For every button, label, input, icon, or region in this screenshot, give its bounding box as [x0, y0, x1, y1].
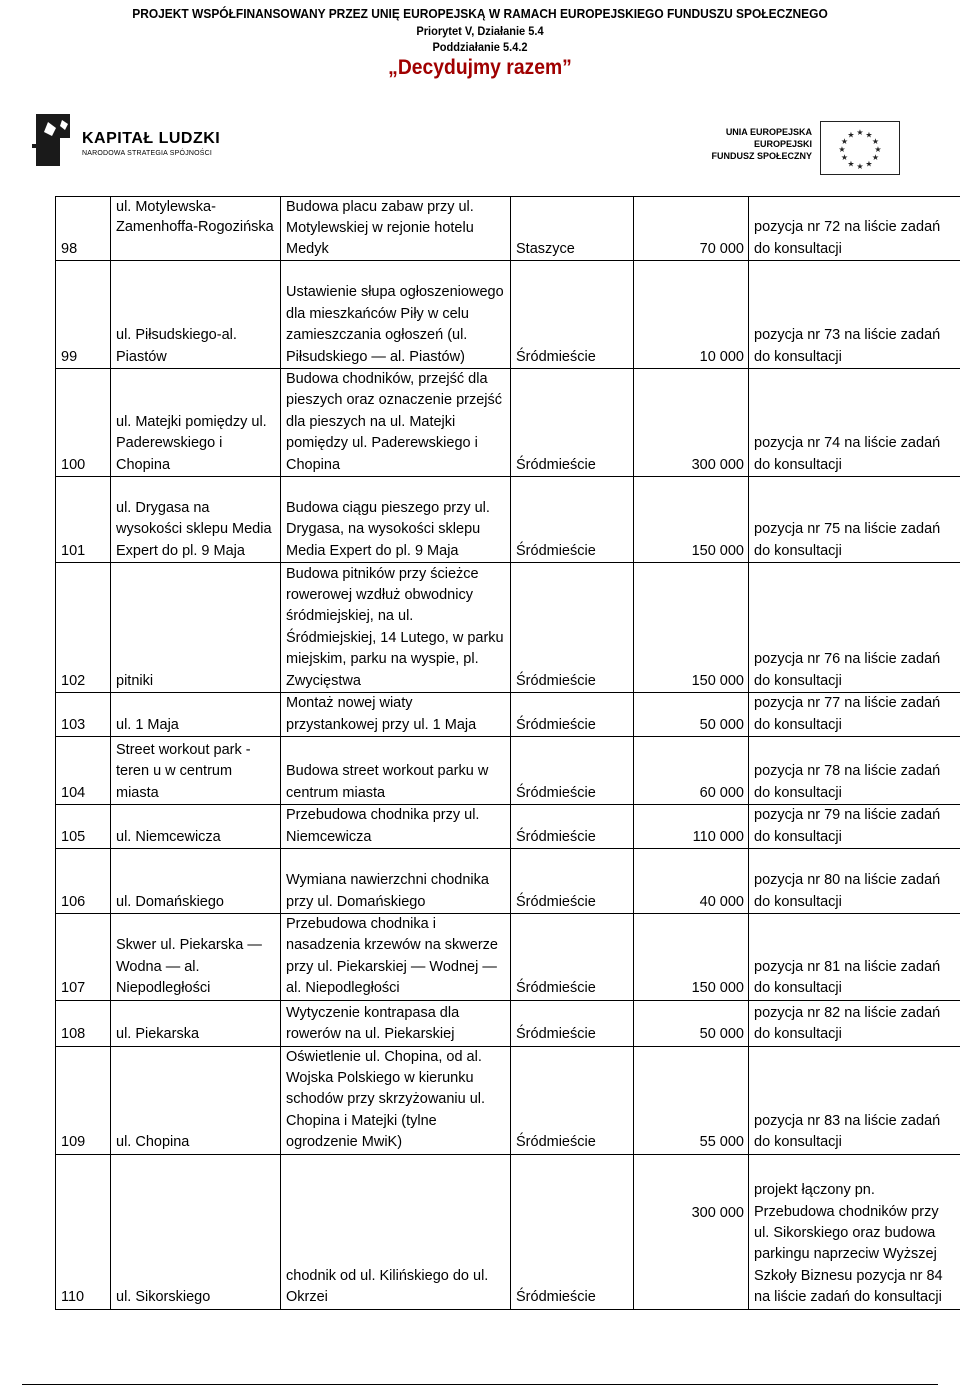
row-number: 105	[56, 805, 111, 849]
amount-cell: 150 000	[634, 477, 749, 563]
svg-text:★: ★	[865, 159, 873, 169]
note-cell: pozycja nr 80 na liście zadań do konsultacji	[749, 849, 960, 914]
table-row	[56, 197, 960, 261]
street-cell: ul. Piekarska	[111, 1000, 281, 1046]
description-cell: Ustawienie słupa ogłoszeniowego dla mieszkańców Piły w celu zamieszczania ogłoszeń (ul. Piłsudskiego — al. Piastów)	[281, 261, 511, 369]
kapital-ludzki-subtitle: NARODOWA STRATEGIA SPÓJNOŚCI	[82, 150, 213, 157]
amount-cell: 50 000	[634, 1000, 749, 1046]
svg-text:★: ★	[871, 153, 880, 162]
svg-text:★: ★	[847, 159, 855, 169]
street-cell: ul. Matejki pomiędzy ul. Paderewskiego i Chopina	[111, 369, 281, 477]
street-cell: ul. Drygasa na wysokości sklepu Media Expert do pl. 9 Maja	[111, 477, 281, 563]
description-cell: Montaż nowej wiaty przystankowej przy ul. 1 Maja	[281, 693, 511, 737]
table-row	[56, 849, 960, 914]
eu-stars-flag-icon	[820, 121, 900, 175]
table-row	[56, 261, 960, 369]
note-cell: pozycja nr 77 na liście zadań do konsultacji	[749, 693, 960, 737]
district-cell: Śródmieście	[511, 849, 634, 914]
amount-cell: 55 000	[634, 1046, 749, 1154]
street-cell: ul. Domańskiego	[111, 849, 281, 914]
svg-text:★: ★	[856, 162, 864, 171]
eu-logo-text	[706, 126, 812, 162]
row-number: 102	[56, 563, 111, 693]
amount-cell: 40 000	[634, 849, 749, 914]
table-row	[56, 563, 960, 693]
street-cell: ul. Sikorskiego	[111, 1154, 281, 1309]
svg-text:★: ★	[856, 128, 864, 137]
row-number: 99	[56, 261, 111, 369]
note-cell: pozycja nr 81 na liście zadań do konsultacji	[749, 914, 960, 1001]
description-cell: Wytyczenie kontrapasa dla rowerów na ul. Piekarskiej	[281, 1000, 511, 1046]
note-cell: pozycja nr 73 na liście zadań do konsultacji	[749, 261, 960, 369]
amount-cell: 10 000	[634, 261, 749, 369]
header-project-name: „Decydujmy razem”	[388, 56, 572, 79]
amount-cell: 50 000	[634, 693, 749, 737]
svg-text:★: ★	[838, 145, 846, 154]
table-row	[56, 369, 960, 477]
table-row	[56, 1046, 960, 1154]
street-cell: Skwer ul. Piekarska — Wodna — al. Niepodległości	[111, 914, 281, 1001]
description-cell: Przebudowa chodnika przy ul. Niemcewicza	[281, 805, 511, 849]
svg-text:★: ★	[840, 137, 849, 146]
eu-logo-line2: EUROPEJSKI	[753, 139, 812, 149]
footer-divider	[22, 1384, 938, 1385]
row-number: 101	[56, 477, 111, 563]
street-cell: pitniki	[111, 563, 281, 693]
table-row	[56, 1154, 960, 1309]
district-cell: Śródmieście	[511, 369, 634, 477]
street-cell: ul. Chopina	[111, 1046, 281, 1154]
svg-text:★: ★	[871, 137, 880, 146]
svg-text:★: ★	[865, 130, 873, 140]
table-row	[56, 1000, 960, 1046]
row-number: 106	[56, 849, 111, 914]
eu-logo-line1: UNIA EUROPEJSKA	[725, 127, 812, 137]
table-row	[56, 737, 960, 805]
district-cell: Śródmieście	[511, 693, 634, 737]
table-row	[56, 914, 960, 1001]
district-cell: Śródmieście	[511, 261, 634, 369]
amount-cell: 300 000	[634, 369, 749, 477]
row-number: 107	[56, 914, 111, 1001]
street-cell: ul. 1 Maja	[111, 693, 281, 737]
tasks-table	[55, 196, 960, 1310]
street-cell: ul. Piłsudskiego-al. Piastów	[111, 261, 281, 369]
note-cell: pozycja nr 74 na liście zadań do konsultacji	[749, 369, 960, 477]
row-number: 104	[56, 737, 111, 805]
svg-text:★: ★	[847, 130, 855, 140]
description-cell: Budowa street workout parku w centrum miasta	[281, 737, 511, 805]
district-cell: Staszyce	[511, 197, 634, 261]
tasks-table-body	[56, 197, 960, 1310]
district-cell: Śródmieście	[511, 1046, 634, 1154]
description-cell: Budowa pitników przy ścieżce rowerowej wzdłuż obwodnicy śródmiejskiej, na ul. Śródmiejskiej, 14 Lutego, w parku miejskim, parku na wyspie, pl. Zwycięstwa	[281, 563, 511, 693]
description-cell: Przebudowa chodnika i nasadzenia krzewów na skwerze przy ul. Piekarskiej — Wodnej — al. Niepodległości	[281, 914, 511, 1001]
note-cell: projekt łączony pn. Przebudowa chodników przy ul. Sikorskiego oraz budowa parkingu naprzeciw Wyższej Szkoły Biznesu pozycja nr 84 na liście zadań do konsultacji	[749, 1154, 960, 1309]
district-cell: Śródmieście	[511, 737, 634, 805]
amount-cell: 110 000	[634, 805, 749, 849]
note-cell: pozycja nr 72 na liście zadań do konsultacji	[749, 197, 960, 261]
row-number: 98	[56, 197, 111, 261]
note-cell: pozycja nr 83 na liście zadań do konsultacji	[749, 1046, 960, 1154]
kapital-ludzki-logo	[30, 110, 230, 174]
kapital-ludzki-title: KAPITAŁ LUDZKI	[82, 130, 221, 147]
kapital-ludzki-mark-icon	[30, 110, 74, 170]
note-cell: pozycja nr 76 na liście zadań do konsultacji	[749, 563, 960, 693]
amount-cell: 300 000	[634, 1154, 749, 1309]
table-row	[56, 477, 960, 563]
description-cell: chodnik od ul. Kilińskiego do ul. Okrzei	[281, 1154, 511, 1309]
district-cell: Śródmieście	[511, 805, 634, 849]
street-cell: ul. Niemcewicza	[111, 805, 281, 849]
row-number: 109	[56, 1046, 111, 1154]
street-cell: Street workout park - teren u w centrum miasta	[111, 737, 281, 805]
district-cell: Śródmieście	[511, 477, 634, 563]
table-row	[56, 693, 960, 737]
header-cofinancing: PROJEKT WSPÓŁFINANSOWANY PRZEZ UNIĘ EUROPEJSKĄ W RAMACH EUROPEJSKIEGO FUNDUSZU SPOŁECZNEGO	[132, 6, 828, 21]
note-cell: pozycja nr 75 na liście zadań do konsultacji	[749, 477, 960, 563]
amount-cell: 150 000	[634, 914, 749, 1001]
street-cell: ul. Motylewska-Zamenhoffa-Rogozińska	[111, 197, 281, 261]
district-cell: Śródmieście	[511, 1154, 634, 1309]
header-priority: Priorytet V, Działanie 5.4	[416, 24, 544, 38]
district-cell: Śródmieście	[511, 563, 634, 693]
svg-text:★: ★	[874, 145, 882, 154]
description-cell: Budowa ciągu pieszego przy ul. Drygasa, na wysokości sklepu Media Expert do pl. 9 Maja	[281, 477, 511, 563]
note-cell: pozycja nr 82 na liście zadań do konsultacji	[749, 1000, 960, 1046]
district-cell: Śródmieście	[511, 914, 634, 1001]
eu-logo-line3: FUNDUSZ SPOŁECZNY	[711, 151, 812, 161]
table-row	[56, 805, 960, 849]
row-number: 103	[56, 693, 111, 737]
description-cell: Wymiana nawierzchni chodnika przy ul. Domańskiego	[281, 849, 511, 914]
row-number: 100	[56, 369, 111, 477]
district-cell: Śródmieście	[511, 1000, 634, 1046]
description-cell: Budowa placu zabaw przy ul. Motylewskiej w rejonie hotelu Medyk	[281, 197, 511, 261]
note-cell: pozycja nr 78 na liście zadań do konsultacji	[749, 737, 960, 805]
amount-cell: 150 000	[634, 563, 749, 693]
header-subaction: Poddziałanie 5.4.2	[432, 40, 528, 54]
eu-logo	[706, 118, 906, 178]
description-cell: Oświetlenie ul. Chopina, od al. Wojska Polskiego w kierunku schodów przy skrzyżowaniu ul. Chopina i Matejki (tylne ogrodzenie MwiK)	[281, 1046, 511, 1154]
row-number: 108	[56, 1000, 111, 1046]
amount-cell: 70 000	[634, 197, 749, 261]
svg-text:★: ★	[840, 153, 849, 162]
amount-cell: 60 000	[634, 737, 749, 805]
row-number: 110	[56, 1154, 111, 1309]
description-cell: Budowa chodników, przejść dla pieszych oraz oznaczenie przejść dla pieszych na ul. Matejki pomiędzy ul. Paderewskiego i Chopina	[281, 369, 511, 477]
note-cell: pozycja nr 79 na liście zadań do konsultacji	[749, 805, 960, 849]
